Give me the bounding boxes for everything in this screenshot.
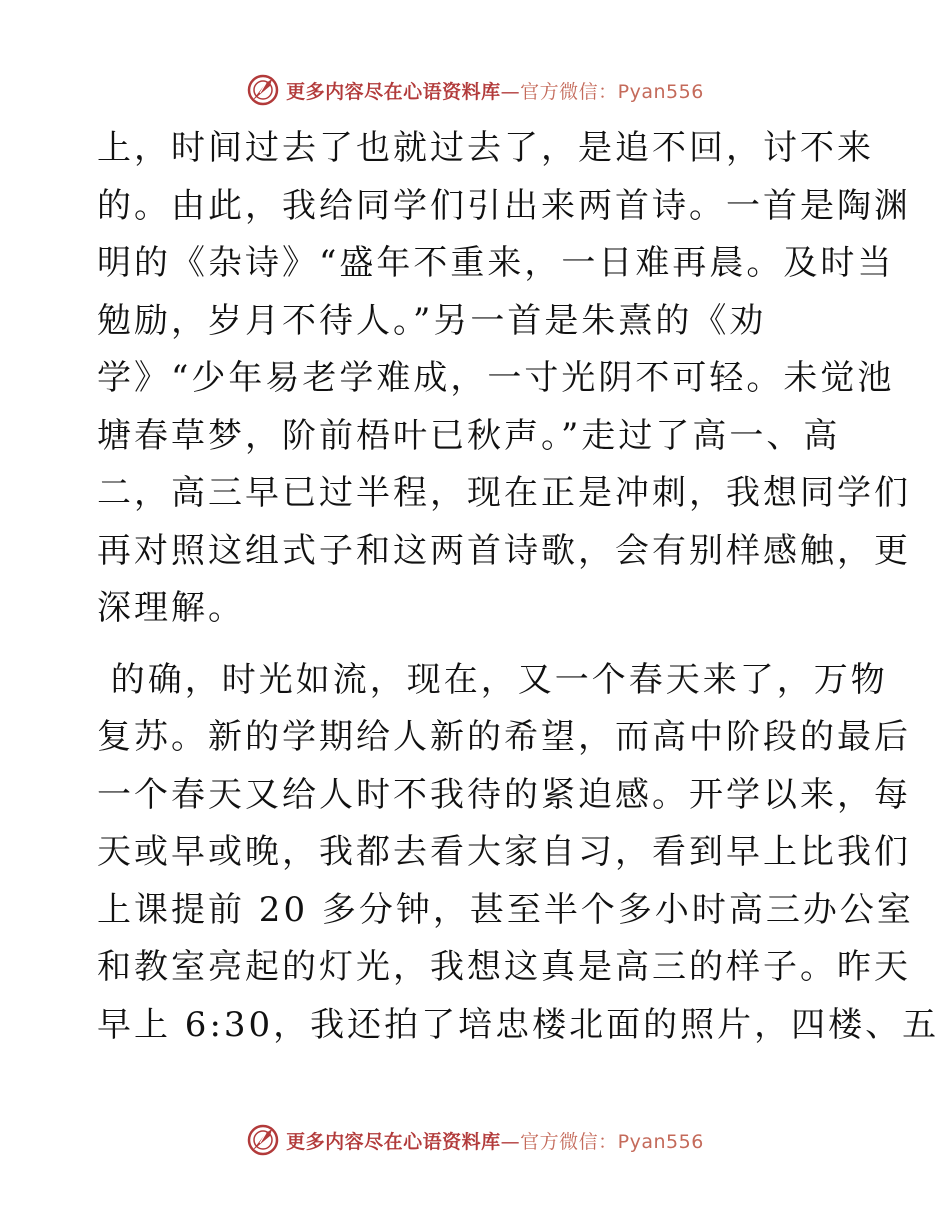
text-line: 天或早或晚，我都去看大家自习，看到早上比我们 — [97, 832, 911, 872]
text-line: 深理解。 — [97, 588, 245, 628]
banner-wechat: 官方微信：Pyan556 — [520, 1130, 704, 1153]
document-body — [97, 120, 940, 1054]
text-line: 一个春天又给人时不我待的紧迫感。开学以来，每 — [97, 774, 911, 815]
banner-dash: — — [500, 80, 521, 103]
text-line: 和教室亮起的灯光，我想这真是高三的样子。昨天 — [97, 947, 911, 987]
text-line: 早上 6:30，我还拍了培忠楼北面的照片，四楼、五 — [97, 1004, 940, 1045]
quill-logo-icon — [246, 1123, 280, 1157]
text-line: 上，时间过去了也就过去了，是追不回，讨不来 — [97, 128, 874, 168]
banner-title: 更多内容尽在心语资料库 — [286, 1130, 501, 1153]
text-line: 再对照这组式子和这两首诗歌，会有别样感触，更 — [97, 530, 911, 571]
banner-title: 更多内容尽在心语资料库 — [286, 80, 501, 103]
banner-wechat: 官方微信：Pyan556 — [520, 80, 704, 103]
banner-dash: — — [500, 1130, 521, 1153]
text-line: 学》“少年易老学难成，一寸光阴不可轻。未觉池 — [97, 358, 895, 398]
text-line: 的确，时光如流，现在，又一个春天来了，万物 — [97, 659, 888, 700]
header-banner — [0, 70, 950, 110]
text-line: 明的《杂诗》“盛年不重来，一日难再晨。及时当 — [97, 243, 895, 283]
text-line: 勉励，岁月不待人。”另一首是朱熹的《劝 — [97, 300, 767, 341]
paragraph-2 — [97, 652, 940, 1055]
quill-logo-icon — [246, 73, 280, 107]
text-line: 塘春草梦，阶前梧叶已秋声。”走过了高一、高 — [97, 415, 841, 456]
text-line: 上课提前 20 多分钟，甚至半个多小时高三办公室 — [97, 889, 914, 930]
paragraph-1 — [97, 120, 911, 638]
text-line: 复苏。新的学期给人新的希望，而高中阶段的最后 — [97, 717, 911, 757]
text-line: 的。由此，我给同学们引出来两首诗。一首是陶渊 — [97, 185, 911, 226]
footer-banner — [0, 1120, 950, 1160]
text-line: 二，高三早已过半程，现在正是冲刺，我想同学们 — [97, 473, 911, 513]
paragraph-spacer — [97, 638, 857, 652]
